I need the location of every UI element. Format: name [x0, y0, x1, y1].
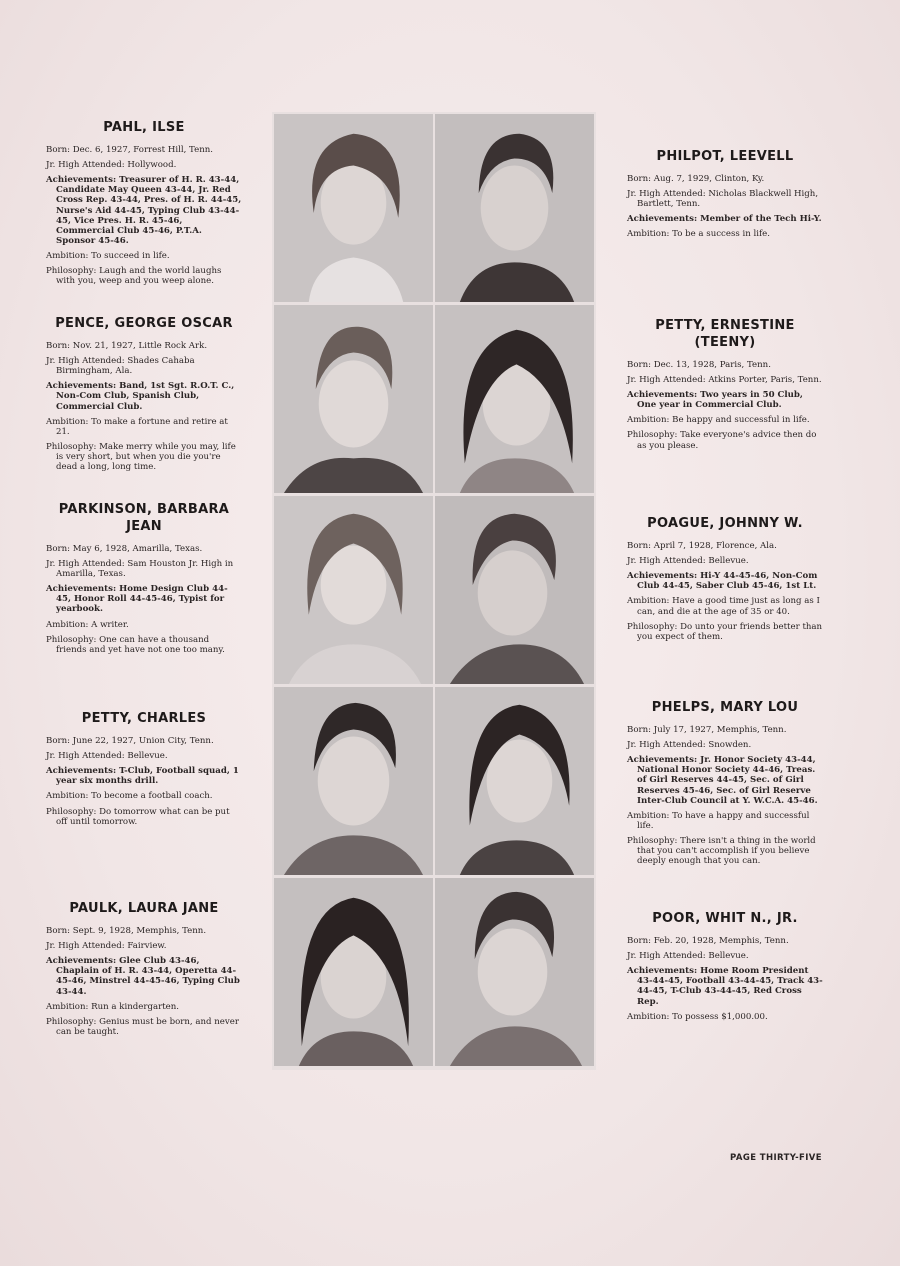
- achievements-text: Achievements: T-Club, Football squad, 1 year six months drill.: [46, 766, 239, 787]
- student-entry-paulk: [46, 901, 242, 1042]
- born-text: Born: Feb. 20, 1928, Memphis, Tenn.: [627, 935, 789, 946]
- achievements-text: Achievements: Home Room President 43-44-45, Football 43-44-45, Track 43-44-45, T-Club 43-44-45, Red Cross Rep.: [627, 966, 823, 1007]
- jr-high-text: Jr. High Attended: Snowden.: [627, 740, 752, 751]
- philosophy-text: Philosophy: Do tomorrow what can be put off until tomorrow.: [46, 806, 230, 827]
- born-text: Born: Dec. 13, 1928, Paris, Tenn.: [627, 359, 771, 370]
- jr-high-text: Jr. High Attended: Shades Cahaba Birmingham, Ala.: [46, 356, 195, 377]
- jr-high-text: Jr. High Attended: Bellevue.: [627, 951, 749, 962]
- student-entry-petty-ernestine: [627, 318, 823, 456]
- portrait-photo-paulk: [274, 878, 433, 1066]
- philosophy-text: Philosophy: There isn't a thing in the world that you can't accomplish if you believe deeply enough that you can.: [627, 836, 816, 867]
- student-name: PHELPS, MARY LOU: [651, 700, 799, 715]
- portrait-photo-phelps: [435, 687, 594, 875]
- philosophy-text: Philosophy: Do unto your friends better than you expect of them.: [627, 621, 823, 642]
- jr-high-text: Jr. High Attended: Bellevue.: [627, 556, 749, 567]
- ambition-text: Ambition: To be a success in life.: [627, 229, 771, 240]
- ambition-text: Ambition: To make a fortune and retire at 21.: [46, 416, 228, 437]
- achievements-text: Achievements: Home Design Club 44-45, Honor Roll 44-45-46, Typist for yearbook.: [46, 584, 228, 615]
- page-number: PAGE THIRTY-FIVE: [730, 1153, 822, 1163]
- student-name: PHILPOT, LEEVELL: [656, 149, 794, 164]
- born-text: Born: July 17, 1927, Memphis, Tenn.: [627, 724, 787, 735]
- jr-high-text: Jr. High Attended: Bellevue.: [46, 751, 168, 762]
- achievements-text: Achievements: Two years in 50 Club, One year in Commercial Club.: [627, 390, 803, 411]
- portrait-photo-parkinson: [274, 496, 433, 684]
- achievements-text: Achievements: Member of the Tech Hi-Y.: [627, 214, 822, 225]
- ambition-text: Ambition: To have a happy and successful life.: [627, 810, 810, 832]
- student-name: PAHL, ILSE: [103, 120, 185, 135]
- philosophy-text: Philosophy: Laugh and the world laughs with you, weep and you weep alone.: [46, 266, 222, 287]
- born-text: Born: June 22, 1927, Union City, Tenn.: [46, 735, 214, 746]
- student-name: PETTY, ERNESTINE (TEENY): [655, 318, 795, 350]
- student-name: PARKINSON, BARBARA JEAN: [58, 502, 230, 534]
- born-text: Born: Nov. 21, 1927, Little Rock Ark.: [46, 340, 208, 351]
- student-entry-poague: [627, 516, 823, 647]
- ambition-text: Ambition: To succeed in life.: [46, 251, 170, 262]
- portrait-photo-poor: [435, 878, 594, 1066]
- achievements-text: Achievements: Band, 1st Sgt. R.O.T. C., Non-Com Club, Spanish Club, Commercial Club.: [46, 381, 235, 412]
- ambition-text: Ambition: To possess $1,000.00.: [627, 1011, 768, 1022]
- portrait-photo-pence: [274, 305, 433, 493]
- student-name: POAGUE, JOHNNY W.: [647, 516, 803, 531]
- portrait-photo-pahl: [274, 114, 433, 302]
- achievements-text: Achievements: Treasurer of H. R. 43-44, Candidate May Queen 43-44, Jr. Red Cross Rep. 43-44, Pres. of H. R. 44-45, Nurse's Aid 44-45, Typing Club 43-44-45, Vice Pres. H. R. 45-46, Commercial Club 45-46, P.T.A. Sponsor 45-46.: [46, 175, 242, 247]
- jr-high-text: Jr. High Attended: Sam Houston Jr. High in Amarilla, Texas.: [46, 558, 234, 580]
- philosophy-text: Philosophy: Genius must be born, and never can be taught.: [46, 1016, 239, 1038]
- student-entry-pence: [46, 316, 242, 477]
- born-text: Born: Sept. 9, 1928, Memphis, Tenn.: [46, 925, 207, 936]
- ambition-text: Ambition: To become a football coach.: [46, 791, 213, 802]
- achievements-text: Achievements: Hi-Y 44-45-46, Non-Com Club 44-45, Saber Club 45-46, 1st Lt.: [627, 571, 818, 592]
- philosophy-text: Philosophy: Take everyone's advice then do as you please.: [627, 430, 817, 451]
- student-entry-pahl: [46, 120, 242, 292]
- born-text: Born: Dec. 6, 1927, Forrest Hill, Tenn.: [46, 144, 213, 155]
- born-text: Born: Aug. 7, 1929, Clinton, Ky.: [627, 173, 765, 184]
- ambition-text: Ambition: Be happy and successful in life.: [627, 415, 810, 426]
- portrait-photo-philpot: [435, 114, 594, 302]
- student-entry-philpot: [627, 149, 823, 245]
- portrait-photo-petty-ernestine: [435, 305, 594, 493]
- ambition-text: Ambition: Run a kindergarten.: [46, 1001, 179, 1012]
- portrait-photo-poague: [435, 496, 594, 684]
- student-name: PETTY, CHARLES: [81, 711, 207, 726]
- ambition-text: Ambition: Have a good time just as long as I can, and die at the age of 35 or 40.: [627, 596, 820, 617]
- student-name: PENCE, GEORGE OSCAR: [55, 316, 233, 331]
- student-name: PAULK, LAURA JANE: [69, 901, 219, 916]
- philosophy-text: Philosophy: Make merry while you may, life is very short, but when you die you're dead a long, long time.: [46, 442, 236, 473]
- born-text: Born: April 7, 1928, Florence, Ala.: [627, 540, 777, 551]
- ambition-text: Ambition: A writer.: [46, 619, 129, 630]
- jr-high-text: Jr. High Attended: Nicholas Blackwell High, Bartlett, Tenn.: [627, 189, 819, 210]
- student-entry-phelps: [627, 700, 823, 872]
- achievements-text: Achievements: Jr. Honor Society 43-44, National Honor Society 44-46, Treas. of Girl Reserves 44-45, Sec. of Girl Reserves 45-46, Sec. of Girl Reserve Inter-Club Council at Y. W.C.A. 45-46.: [627, 755, 818, 806]
- student-name: POOR, WHIT N., JR.: [652, 911, 798, 926]
- portrait-photo-petty-charles: [274, 687, 433, 875]
- achievements-text: Achievements: Glee Club 43-46, Chaplain of H. R. 43-44, Operetta 44-45-46, Minstrel 44-45-46, Typing Club 43-44.: [46, 956, 240, 997]
- philosophy-text: Philosophy: One can have a thousand friends and yet have not one too many.: [46, 634, 225, 655]
- born-text: Born: May 6, 1928, Amarilla, Texas.: [46, 543, 203, 554]
- student-entry-parkinson: [46, 502, 242, 660]
- portrait-grid: [272, 112, 596, 1070]
- student-entry-petty-charles: [46, 711, 242, 832]
- student-entry-poor: [627, 911, 823, 1027]
- jr-high-text: Jr. High Attended: Fairview.: [46, 941, 167, 952]
- jr-high-text: Jr. High Attended: Hollywood.: [46, 160, 177, 171]
- jr-high-text: Jr. High Attended: Atkins Porter, Paris, Tenn.: [627, 374, 822, 385]
